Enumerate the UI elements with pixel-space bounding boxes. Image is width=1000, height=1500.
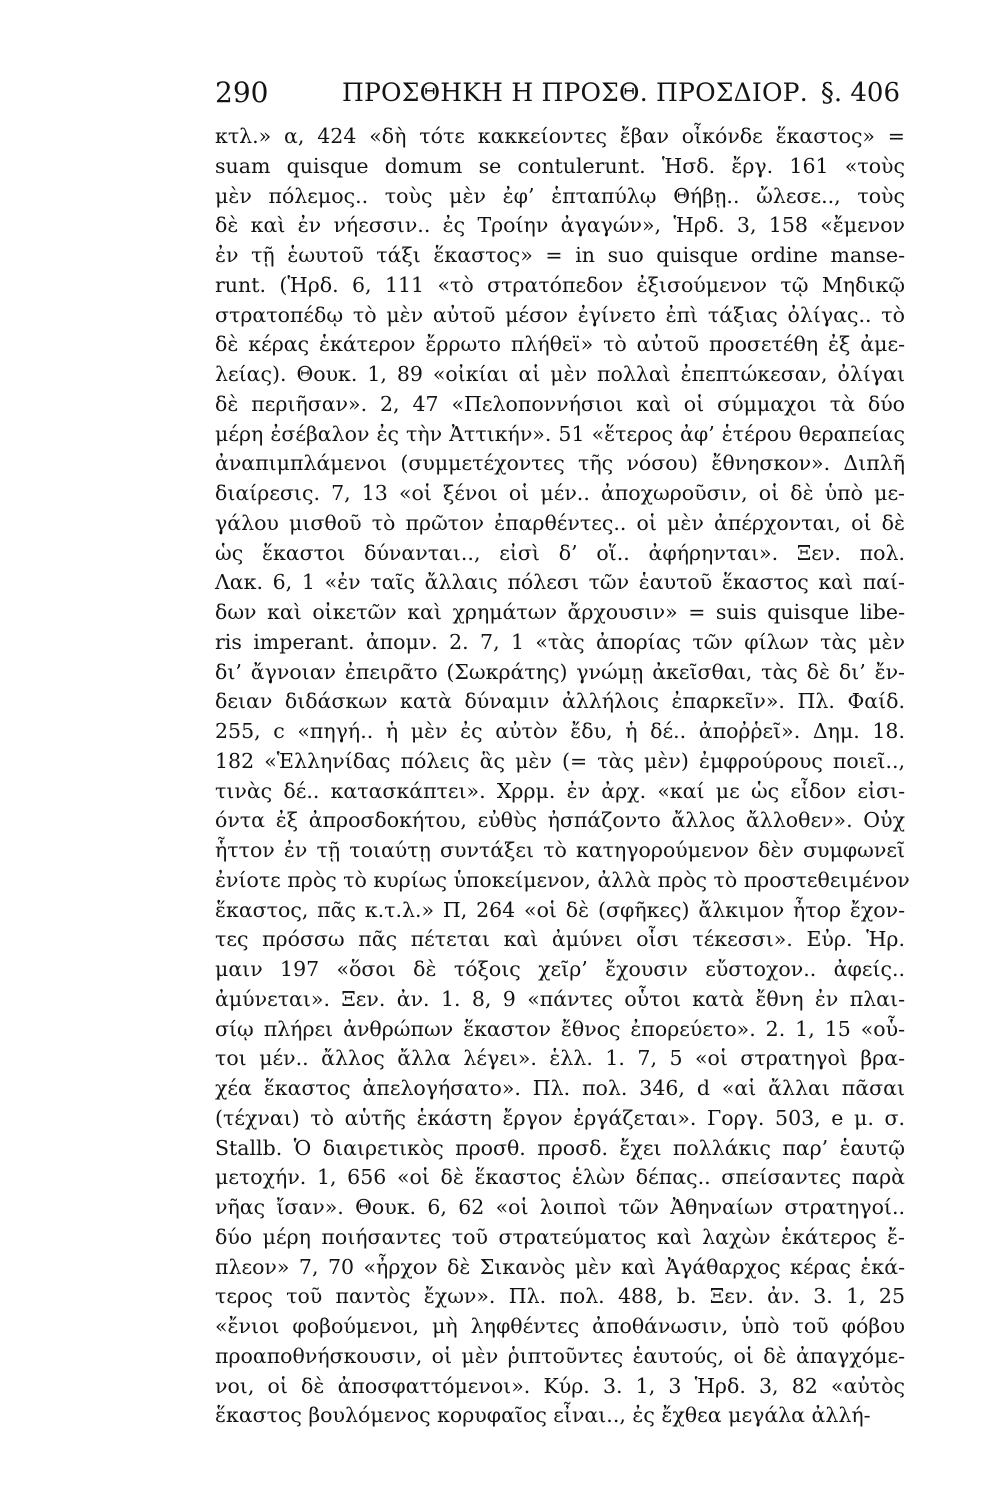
- text-line: δὲ περιῆσαν». 2, 47 «Πελοποννήσιοι καὶ οἱ σύμμαχοι τὰ δύο: [215, 391, 905, 416]
- text-line: Stallb. Ὁ διαιρετικὸς προσθ. προσδ. ἔχει πολλάκις παρ’ ἑαυτῷ: [215, 1135, 905, 1160]
- text-line: τοι μέν.. ἄλλος ἄλλα λέγει». ἑλλ. 1. 7, 5 «οἱ στρατηγοὶ βρα-: [215, 1046, 905, 1071]
- text-line: (τέχναι) τὸ αὑτῆς ἑκάστη ἔργον ἐργάζεται». Γοργ. 503, e μ. σ.: [215, 1105, 905, 1130]
- text-line: μέρη ἐσέβαλον ἐς τὴν Ἀττικήν». 51 «ἕτερος ἀφ’ ἑτέρου θεραπείας: [215, 421, 905, 446]
- text-line: δειαν διδάσκων κατὰ δύναμιν ἀλλήλοις ἐπαρκεῖν». Πλ. Φαίδ.: [215, 689, 905, 714]
- text-line: χέα ἕκαστος ἀπελογήσατο». Πλ. πολ. 346, d «αἱ ἄλλαι πᾶσαι: [215, 1076, 905, 1100]
- text-line: νοι, οἱ δὲ ἀποσφαττόμενοι». Κύρ. 3. 1, 3 Ἡρδ. 3, 82 «αὐτὸς: [215, 1373, 905, 1398]
- section-number: §. 406: [820, 78, 900, 108]
- text-line: διαίρεσις. 7, 13 «οἱ ξένοι οἱ μέν.. ἀποχωροῦσιν, οἱ δὲ ὑπὸ με-: [215, 481, 905, 505]
- page-body-text: [215, 122, 910, 1431]
- text-line: ἧττον ἐν τῇ τοιαύτῃ συντάξει τὸ κατηγορούμενον δὲν συμφωνεῖ: [215, 838, 905, 862]
- text-line: προαποθνήσκουσιν, οἱ μὲν ῥιπτοῦντες ἑαυτούς, οἱ δὲ ἀπαγχόμε-: [215, 1343, 905, 1368]
- text-line: λείας). Θουκ. 1, 89 «οἰκίαι αἱ μὲν πολλαὶ ἐπεπτώκεσαν, ὀλίγαι: [215, 362, 905, 386]
- text-line: ἀναπιμπλάμενοι (συμμετέχοντες τῆς νόσου) ἔθνησκον». Διπλῆ: [215, 451, 905, 476]
- text-line: δύο μέρη ποιήσαντες τοῦ στρατεύματος καὶ λαχὼν ἑκάτερος ἔ-: [215, 1224, 905, 1249]
- text-line: ἕκαστος, πᾶς κ.τ.λ.» Π, 264 «οἱ δὲ (σφῆκες) ἄλκιμον ἦτορ ἔχον-: [215, 897, 905, 922]
- text-line: μὲν πόλεμος.. τοὺς μὲν ἐφ’ ἑπταπύλῳ Θήβῃ.. ὤλεσε.., τοὺς: [215, 183, 905, 208]
- text-line: δι’ ἄγνοιαν ἐπειρᾶτο (Σωκράτης) γνώμῃ ἀκεῖσθαι, τὰς δὲ δι’ ἔν-: [215, 659, 905, 684]
- page-number: 290: [215, 76, 269, 109]
- text-line: runt. (Ἡρδ. 6, 111 «τὸ στρατόπεδον ἐξισούμενον τῷ Μηδικῷ: [215, 272, 905, 297]
- text-line: σίῳ πλήρει ἀνθρώπων ἕκαστον ἔθνος ἐπορεύετο». 2. 1, 15 «οὗ-: [215, 1016, 905, 1041]
- text-line: «ἔνιοι φοβούμενοι, μὴ ληφθέντες ἀποθάνωσιν, ὑπὸ τοῦ φόβου: [215, 1314, 905, 1338]
- text-line: Λακ. 6, 1 «ἐν ταῖς ἄλλαις πόλεσι τῶν ἑαυτοῦ ἕκαστος καὶ παί-: [215, 570, 905, 595]
- text-line: τινὰς δέ.. κατασκάπτει». Χρρμ. ἐν ἀρχ. «καί με ὡς εἶδον εἰσι-: [215, 778, 905, 803]
- text-line: πλεον» 7, 70 «ἦρχον δὲ Σικανὸς μὲν καὶ Ἀγάθαρχος κέρας ἑκά-: [215, 1254, 905, 1279]
- text-line: τερος τοῦ παντὸς ἔχων». Πλ. πολ. 488, b. Ξεν. ἀν. 3. 1, 25: [215, 1284, 905, 1309]
- text-line: suam quisque domum se contulerunt. Ἡσδ. ἔργ. 161 «τοὺς: [215, 153, 905, 178]
- text-line: ἕκαστος βουλόμενος κορυφαῖος εἶναι.., ἐς ἔχθεα μεγάλα ἀλλή-: [215, 1403, 871, 1428]
- text-line: δὲ καὶ ἐν νήεσσιν.. ἐς Τροίην ἀγαγών», Ἡρδ. 3, 158 «ἔμενον: [215, 213, 905, 238]
- text-line: όντα ἐξ ἀπροσδοκήτου, εὐθὺς ἠσπάζοντο ἄλλος ἄλλοθεν». Οὐχ: [215, 808, 905, 833]
- text-line: τες πρόσσω πᾶς πέτεται καὶ ἀμύνει οἷσι τέκεσσι». Εὐρ. Ἡρ.: [215, 927, 905, 952]
- text-line: μετοχήν. 1, 656 «οἱ δὲ ἕκαστος ἑλὼν δέπας.. σπείσαντες παρὰ: [215, 1165, 905, 1190]
- text-line: στρατοπέδῳ τὸ μὲν αὐτοῦ μέσον ἐγίνετο ἐπὶ τάξιας ὀλίγας.. τὸ: [215, 302, 905, 327]
- text-line: ἐνίοτε πρὸς τὸ κυρίως ὑποκείμενον, ἀλλὰ πρὸς τὸ προστεθειμένον: [215, 867, 910, 892]
- text-line: ἐν τῇ ἑωυτοῦ τάξι ἕκαστος» = in suo quisque ordine manse-: [215, 243, 905, 267]
- text-line: δων καὶ οἰκετῶν καὶ χρημάτων ἄρχουσιν» = suis quisque libe-: [215, 600, 905, 624]
- text-line: ris imperant. ἀπομν. 2. 7, 1 «τὰς ἀπορίας τῶν φίλων τὰς μὲν: [215, 629, 905, 654]
- page-header: [215, 70, 900, 120]
- text-line: 255, c «πηγή.. ἡ μὲν ἐς αὐτὸν ἔδυ, ἡ δέ.. ἀποῤῥεῖ». Δημ. 18.: [215, 719, 905, 743]
- text-line: κτλ.» α, 424 «δὴ τότε κακκείοντες ἔβαν οἶκόνδε ἕκαστος» =: [215, 124, 905, 148]
- text-line: μαιν 197 «ὅσοι δὲ τόξοις χεῖρ’ ἔχουσιν εὔστοχον.. ἀφείς..: [215, 957, 905, 981]
- text-line: 182 «Ἑλληνίδας πόλεις ἃς μὲν (= τὰς μὲν) ἐμφρούρους ποιεῖ..,: [215, 748, 905, 773]
- text-line: γάλου μισθοῦ τὸ πρῶτον ἐπαρθέντες.. οἱ μὲν ἀπέρχονται, οἱ δὲ: [215, 510, 905, 535]
- text-line: ὡς ἕκαστοι δύνανται.., εἰσὶ δ’ οἵ.. ἀφήρηνται». Ξεν. πολ.: [215, 540, 905, 565]
- text-line: νῆας ἴσαν». Θουκ. 6, 62 «οἱ λοιποὶ τῶν Ἀθηναίων στρατηγοί..: [215, 1195, 905, 1219]
- text-line: ἀμύνεται». Ξεν. ἀν. 1. 8, 9 «πάντες οὗτοι κατὰ ἔθνη ἐν πλαι-: [215, 986, 905, 1011]
- text-line: δὲ κέρας ἑκάτερον ἔρρωτο πλήθεϊ» τὸ αὐτοῦ προσετέθη ἐξ ἀμε-: [215, 332, 905, 357]
- running-title: ΠΡΟΣΘΗΚΗ Η ΠΡΟΣΘ. ΠΡΟΣΔΙΟΡ.: [342, 78, 808, 107]
